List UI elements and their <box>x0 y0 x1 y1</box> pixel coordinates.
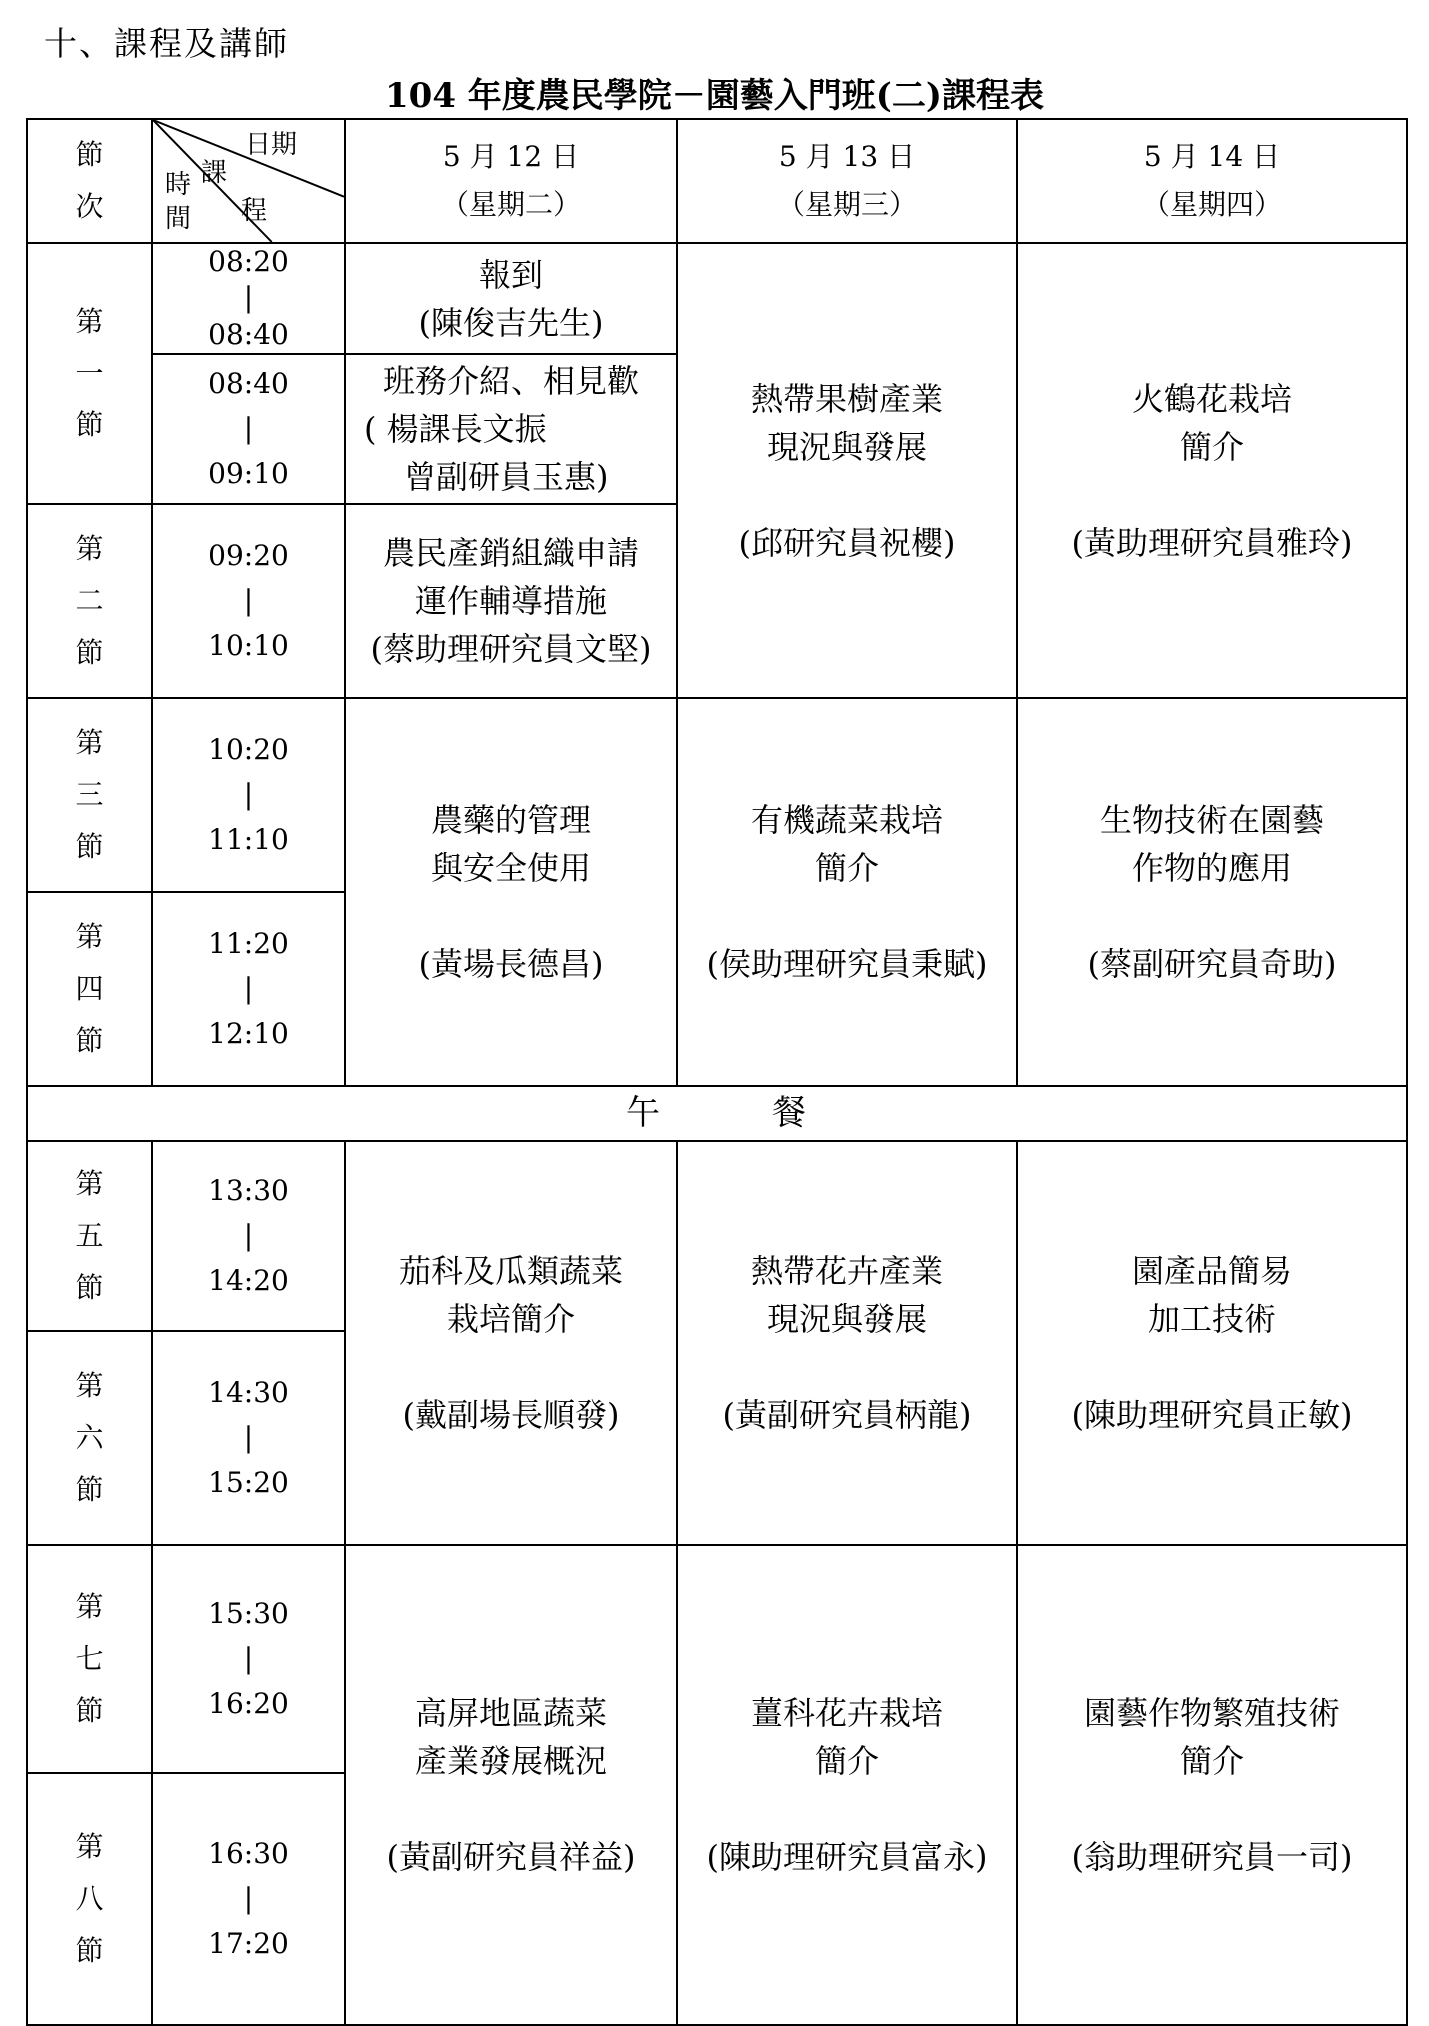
header-course-label-a: 課 <box>201 158 228 188</box>
table-row <box>27 1545 1407 1773</box>
course-tropical-fruit-industry: 熱帶果樹產業 現況與發展 (邱研究員祝櫻) <box>677 243 1017 698</box>
lecturer: (黃助理研究員雅玲) <box>1071 523 1353 562</box>
lecturer: (黃副研究員祥益) <box>386 1838 636 1877</box>
lecturer: (陳助理研究員正敏) <box>1071 1396 1353 1435</box>
time-slot: 16:30 | 17:20 <box>152 1773 345 2025</box>
period-label-3: 第 三 節 <box>27 698 152 892</box>
header-course-label-b: 程 <box>241 196 268 226</box>
table-row <box>27 243 1407 354</box>
course-propagation-techniques: 園藝作物繁殖技術 簡介 (翁助理研究員一司) <box>1017 1545 1407 2025</box>
time-slot: 09:20 | 10:10 <box>152 504 345 698</box>
course-class-introduction: 班務介紹、相見歡 ( 楊課長文振 曾副研員玉惠) <box>345 354 677 504</box>
period-label-2: 第 二 節 <box>27 504 152 698</box>
period-label-5: 第 五 節 <box>27 1141 152 1331</box>
period-label-6: 第 六 節 <box>27 1331 152 1545</box>
day-header-2: 5 月 13 日 （星期三） <box>677 119 1017 243</box>
course-horticultural-processing: 園產品簡易 加工技術 (陳助理研究員正敏) <box>1017 1141 1407 1545</box>
day-header-3: 5 月 14 日 （星期四） <box>1017 119 1407 243</box>
table-row <box>27 698 1407 892</box>
course-organic-vegetables: 有機蔬菜栽培 簡介 (侯助理研究員秉賦) <box>677 698 1017 1086</box>
lecturer: (黃場長德昌) <box>418 945 604 984</box>
time-slot: 08:20 | 08:40 <box>152 243 345 354</box>
diagonal-header-cell <box>152 119 345 243</box>
lecturer: (侯助理研究員秉賦) <box>706 945 988 984</box>
period-label-7: 第 七 節 <box>27 1545 152 1773</box>
course-pesticide-management: 農藥的管理 與安全使用 (黃場長德昌) <box>345 698 677 1086</box>
table-row <box>27 1141 1407 1331</box>
period-label-4: 第 四 節 <box>27 892 152 1086</box>
section-heading: 十、課程及講師 <box>44 24 289 63</box>
period-label-8: 第 八 節 <box>27 1773 152 2025</box>
time-slot: 11:20 | 12:10 <box>152 892 345 1086</box>
lunch-row <box>27 1086 1407 1141</box>
period-label-1: 第 一 節 <box>27 243 152 504</box>
lecturer: (翁助理研究員一司) <box>1071 1838 1353 1877</box>
course-checkin: 報到 (陳俊吉先生) <box>345 243 677 354</box>
course-ginger-flower-cultivation: 薑科花卉栽培 簡介 (陳助理研究員富永) <box>677 1545 1017 2025</box>
lecturer: (黃副研究員柄龍) <box>722 1396 972 1435</box>
course-pingtung-vegetable-industry: 高屏地區蔬菜 產業發展概況 (黃副研究員祥益) <box>345 1545 677 2025</box>
lunch-break: 午 餐 <box>27 1086 1407 1141</box>
day-header-1: 5 月 12 日 （星期二） <box>345 119 677 243</box>
lecturer: (蔡副研究員奇助) <box>1087 945 1337 984</box>
header-row <box>27 119 1407 243</box>
header-time-label-a: 時 <box>165 170 192 200</box>
header-date-label: 日期 <box>245 130 298 160</box>
course-biotechnology: 生物技術在園藝 作物的應用 (蔡副研究員奇助) <box>1017 698 1407 1086</box>
course-solanaceous-cucurbit-vegetables: 茄科及瓜類蔬菜 栽培簡介 (戴副場長順發) <box>345 1141 677 1545</box>
schedule-table <box>26 118 1408 2026</box>
document-title: 104 年度農民學院－園藝入門班(二)課程表 <box>385 76 1044 116</box>
lecturer: (邱研究員祝櫻) <box>738 523 956 562</box>
time-slot: 13:30 | 14:20 <box>152 1141 345 1331</box>
course-farmer-organization: 農民產銷組織申請 運作輔導措施 (蔡助理研究員文堅) <box>345 504 677 698</box>
time-slot: 08:40 | 09:10 <box>152 354 345 504</box>
lecturer: (戴副場長順發) <box>402 1396 620 1435</box>
time-slot: 14:30 | 15:20 <box>152 1331 345 1545</box>
course-anthurium-cultivation: 火鶴花栽培 簡介 (黃助理研究員雅玲) <box>1017 243 1407 698</box>
course-tropical-flower-industry: 熱帶花卉產業 現況與發展 (黃副研究員柄龍) <box>677 1141 1017 1545</box>
lecturer: (陳助理研究員富永) <box>706 1838 988 1877</box>
time-slot: 10:20 | 11:10 <box>152 698 345 892</box>
period-header: 節 次 <box>27 119 152 243</box>
time-slot: 15:30 | 16:20 <box>152 1545 345 1773</box>
header-time-label-b: 間 <box>165 204 192 234</box>
